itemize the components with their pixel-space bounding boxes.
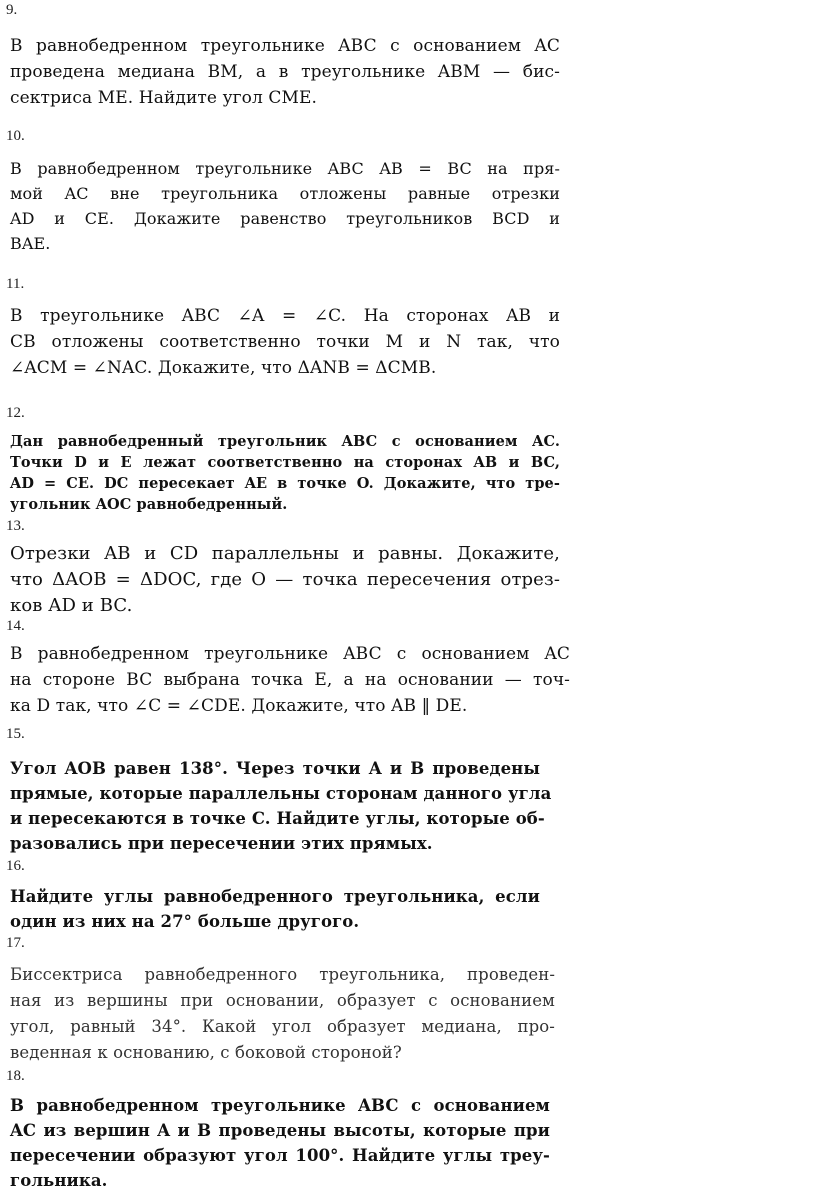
problem-13-line-2: что ΔAOB = ΔDOC, где O — точка пересечения отрез- [10, 569, 560, 590]
problem-13-number: 13. [6, 518, 25, 534]
problem-18-number: 18. [6, 1068, 25, 1084]
problem-14-line-2: на стороне BC выбрана точка E, а на основании — точ- [10, 670, 570, 690]
problem-12-line-2: Точки D и E лежат соответственно на сторонах AB и BC, [10, 454, 560, 471]
problem-11-line-2: CB отложены соответственно точки M и N так, что [10, 332, 560, 352]
problem-15-line-2: прямые, которые параллельны сторонам данного угла [10, 784, 552, 803]
problem-12-line-3: AD = CE. DC пересекает AE в точке O. Докажите, что тре- [10, 475, 560, 492]
problem-11-text [10, 303, 560, 381]
problem-15-text [10, 756, 552, 856]
problem-18-line-2: AC из вершин A и B проведены высоты, которые при [10, 1121, 550, 1140]
problem-14-text [10, 641, 570, 719]
problem-10-line-2: мой AC вне треугольника отложены равные отрезки [10, 184, 560, 203]
problem-10-line-1: В равнобедренном треугольнике ABC AB = BC на пря- [10, 159, 560, 178]
problem-17-line-3: угол, равный 34°. Какой угол образует медиана, про- [10, 1017, 555, 1036]
problem-18-text [10, 1093, 550, 1193]
problem-14-line-3: ка D так, что ∠C = ∠CDE. Докажите, что AB ‖ DE. [10, 696, 468, 716]
problem-9-line-1: В равнобедренном треугольнике ABC с основанием AC [10, 36, 560, 56]
problem-17-line-4: веденная к основанию, с боковой стороной? [10, 1043, 402, 1062]
problem-12-text [10, 431, 560, 515]
problem-10-line-3: AD и CE. Докажите равенство треугольников BCD и [10, 209, 560, 228]
problem-18-line-4: гольника. [10, 1171, 108, 1190]
problem-11-line-3: ∠ACM = ∠NAC. Докажите, что ΔANB = ΔCMB. [10, 358, 437, 378]
problem-17-line-2: ная из вершины при основании, образует с основанием [10, 991, 555, 1010]
problem-13-line-1: Отрезки AB и CD параллельны и равны. Докажите, [10, 543, 560, 564]
problem-17-line-1: Биссектриса равнобедренного треугольника, проведен- [10, 965, 555, 984]
problem-17-text [10, 962, 555, 1066]
problem-16-line-2: один из них на 27° больше другого. [10, 912, 360, 931]
problem-17-number: 17. [6, 935, 25, 951]
problem-9-line-2: проведена медиана BM, а в треугольнике ABM — бис- [10, 62, 560, 82]
problem-15-line-4: разовались при пересечении этих прямых. [10, 834, 433, 853]
problem-12-line-1: Дан равнобедренный треугольник ABC с основанием AC. [10, 433, 560, 450]
problem-11-number: 11. [6, 276, 25, 292]
problem-16-number: 16. [6, 858, 25, 874]
problem-12-number: 12. [6, 405, 25, 421]
problem-9-text [10, 33, 560, 111]
problem-15-line-3: и пересекаются в точке C. Найдите углы, которые об- [10, 809, 545, 828]
problem-16-text [10, 884, 540, 934]
problem-10-line-4: BAE. [10, 234, 51, 253]
problem-14-number: 14. [6, 618, 25, 634]
problem-13-text [10, 541, 560, 619]
problem-15-line-1: Угол AOB равен 138°. Через точки A и B проведены [10, 759, 540, 778]
problem-16-line-1: Найдите углы равнобедренного треугольника, если [10, 887, 540, 906]
problem-14-line-1: В равнобедренном треугольнике ABC с основанием AC [10, 644, 570, 664]
problem-9-number: 9. [6, 2, 18, 18]
problem-11-line-1: В треугольнике ABC ∠A = ∠C. На сторонах AB и [10, 306, 560, 326]
problem-12-line-4: угольник AOC равнобедренный. [10, 496, 288, 513]
problem-18-line-1: В равнобедренном треугольнике ABC с основанием [10, 1096, 550, 1115]
problem-15-number: 15. [6, 726, 25, 742]
problem-10-text [10, 156, 560, 256]
problem-10-number: 10. [6, 128, 25, 144]
problem-13-line-3: ков AD и BC. [10, 595, 133, 616]
problem-9-line-3: сектриса ME. Найдите угол CME. [10, 88, 318, 108]
problem-18-line-3: пересечении образуют угол 100°. Найдите углы треу- [10, 1146, 550, 1165]
